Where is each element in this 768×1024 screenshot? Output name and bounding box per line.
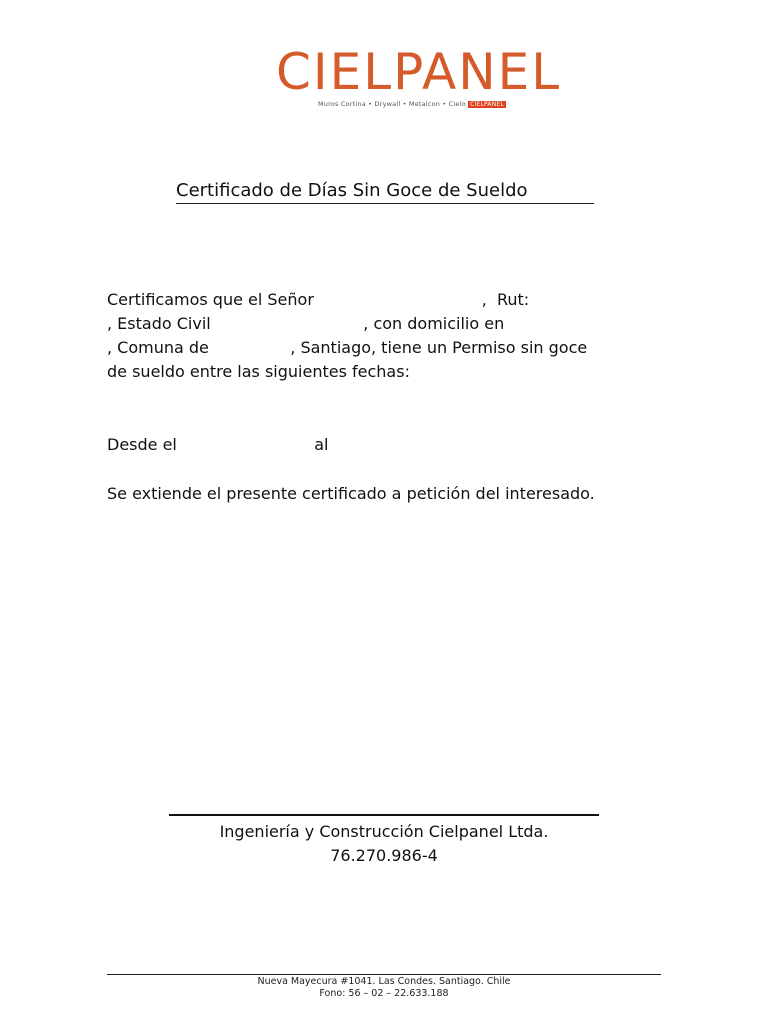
document-title: Certificado de Días Sin Goce de Sueldo [176,180,594,204]
logo-tagline [318,100,506,108]
body-line-1: Certificamos que el Señor , Rut: [107,290,530,309]
footer-divider [107,974,661,975]
closing-line: Se extiende el presente certificado a petición del interesado. [107,484,595,503]
logo-tagline-brand: CIELPANEL [470,101,504,108]
dates-line: Desde el al [107,435,329,454]
body-line-2: , Estado Civil , con domicilio en [107,314,505,333]
logo-wordmark: CIELPANEL [276,43,562,101]
company-logo [276,43,562,116]
signature-company: Ingeniería y Construcción Cielpanel Ltda. [219,822,549,841]
body-line-3: , Comuna de , Santiago, tiene un Permiso sin goce [107,338,588,357]
signature-rut: 76.270.986-4 [330,846,438,865]
footer-phone: Fono: 56 – 02 – 22.633.188 [319,988,449,999]
logo-tagline-text: Muros Cortina • Drywall • Metalcon • Cielo [318,100,466,108]
body-line-4: de sueldo entre las siguientes fechas: [107,362,410,381]
footer-address: Nueva Mayecura #1041. Las Condes. Santiago. Chile [257,976,511,987]
signature-line [169,814,599,816]
